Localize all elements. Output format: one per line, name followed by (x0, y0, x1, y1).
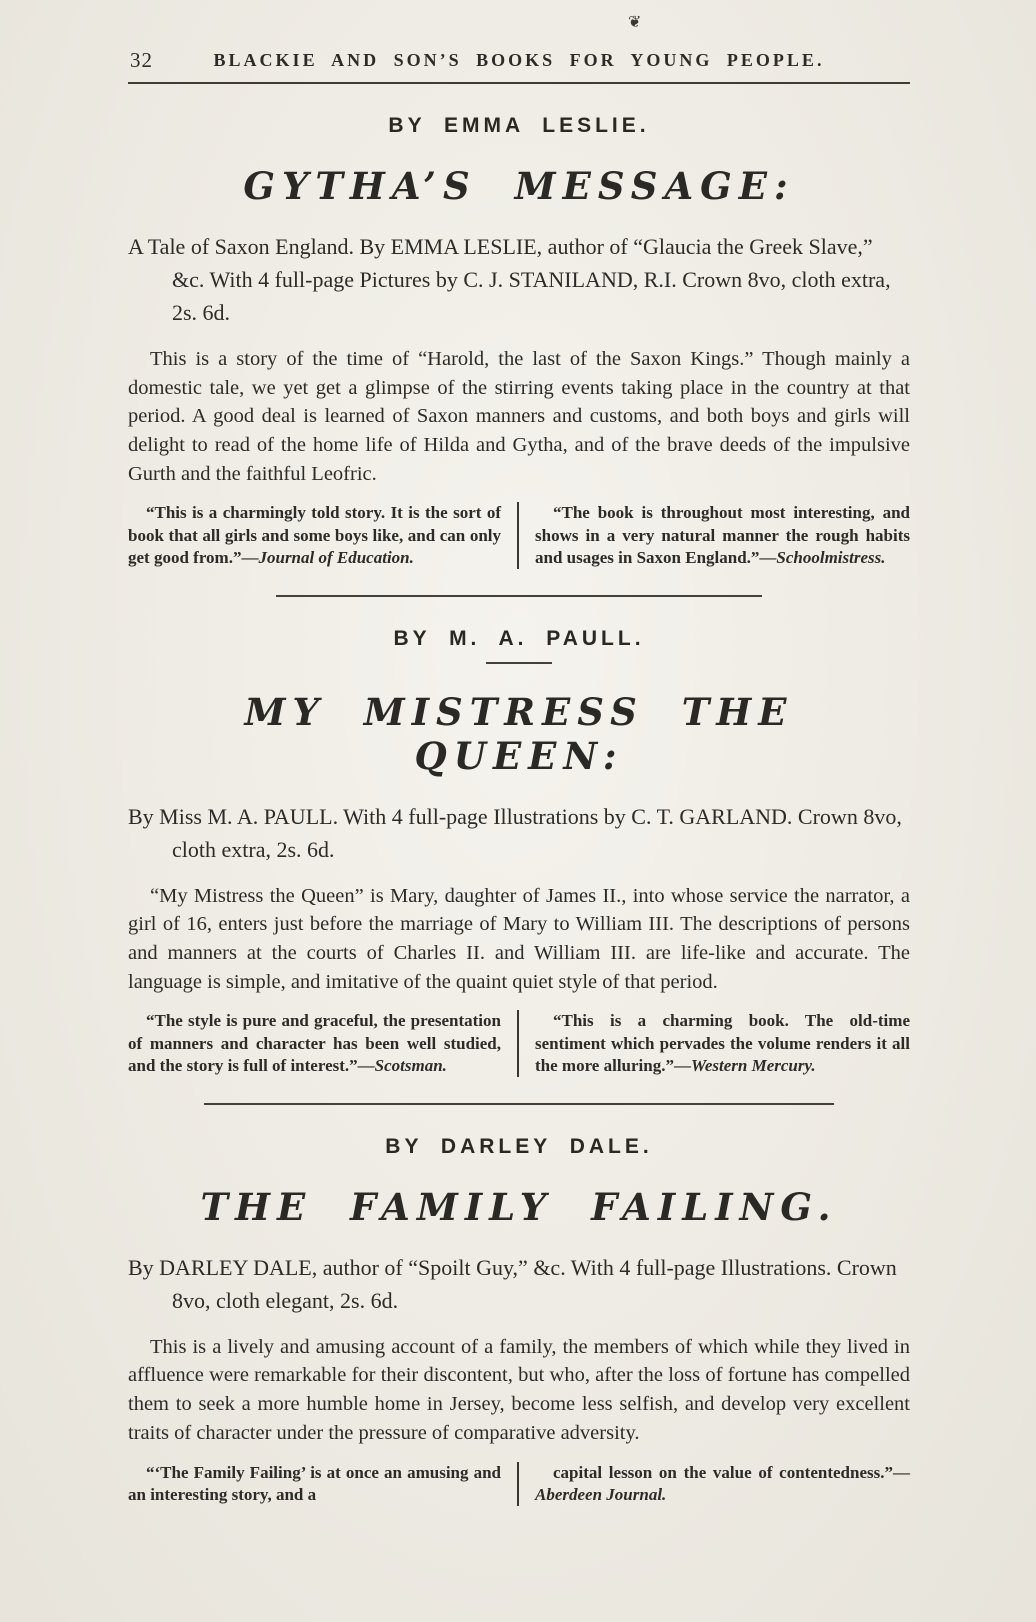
review-text: “The book is throughout most interesting, and shows in a very natural manner the rough habits and usages in Saxon England.”— (535, 503, 910, 567)
imprint-paragraph: By DARLEY DALE, author of “Spoilt Guy,” &c. With 4 full-page Illustrations. Crown 8vo, cloth elegant, 2s. 6d. (128, 1254, 897, 1313)
description-paragraph: This is a lively and amusing account of a family, the members of which while they lived in affluence were remarkable for their discontent, but who, after the loss of fortune has compelled them to seek a more humble home in Jersey, become less selfish, and develop very excellent traits of character under the pressure of comparative adversity. (128, 1335, 910, 1444)
printers-ornament-icon: ❦ (628, 14, 642, 31)
description-paragraph: This is a story of the time of “Harold, the last of the Saxon Kings.” Though mainly a domestic tale, we yet get a glimpse of the stirring events taking place in the country at that period. A good deal is learned of Saxon manners and customs, and both boys and girls will delight to read of the home life of Hilda and Gytha, and of the brave deeds of the impulsive Gurth and the faithful Leofric. (128, 348, 910, 485)
review-text: “The style is pure and graceful, the presentation of manners and character has been well studied, and the story is full of interest.”— (128, 1011, 501, 1075)
byline: BY M. A. PAULL. (393, 626, 645, 650)
review-quote (128, 502, 519, 568)
book-title: GYTHA’S MESSAGE: (243, 164, 795, 208)
header-rule (128, 82, 910, 84)
description-paragraph: “My Mistress the Queen” is Mary, daughter of James II., into whose service the narrator, a girl of 16, enters just before the marriage of Mary to William III. The descriptions of persons and manners at the courts of Charles II. and William III. are life-like and accurate. The language is simple, and imitative of the quaint quiet style of that period. (128, 884, 910, 993)
imprint-paragraph: A Tale of Saxon England. By EMMA LESLIE, author of “Glaucia the Greek Slave,” &c. With 4 full-page Pictures by C. J. STANILAND, R.I. Crown 8vo, cloth extra, 2s. 6d. (128, 234, 891, 325)
book-section-the-family-failing (128, 1103, 910, 1506)
book-section-my-mistress-the-queen (128, 595, 910, 1077)
press-reviews (128, 502, 910, 568)
section-divider-rule (276, 595, 762, 597)
review-source: Journal of Education. (258, 547, 414, 567)
byline: BY DARLEY DALE. (385, 1134, 653, 1158)
review-source: Aberdeen Journal. (535, 1484, 667, 1504)
review-source: Western Mercury. (690, 1055, 816, 1075)
review-text: “This is a charmingly told story. It is the sort of book that all girls and some boys like, and can only get good from.”— (128, 503, 501, 567)
review-quote (519, 1462, 910, 1506)
book-section-gythas-message (128, 114, 910, 569)
review-quote (519, 1010, 910, 1076)
section-divider-rule (204, 1103, 834, 1105)
review-text: capital lesson on the value of contentedness.”— (553, 1462, 910, 1482)
review-quote (128, 1010, 519, 1076)
running-head (128, 0, 910, 71)
press-reviews (128, 1010, 910, 1076)
byline: BY EMMA LESLIE. (388, 114, 650, 137)
page-number: 32 (130, 48, 153, 72)
book-title: THE FAMILY FAILING. (200, 1184, 838, 1229)
press-reviews (128, 1462, 910, 1506)
book-title: MY MISTRESS THE QUEEN: (244, 689, 794, 778)
review-source: Scotsman. (374, 1055, 447, 1075)
review-source: Schoolmistress. (776, 547, 886, 567)
review-text: “This is a charming book. The old-time sentiment which pervades the volume renders it all the more alluring.”— (535, 1011, 910, 1075)
review-quote (128, 1462, 519, 1506)
review-text: “‘The Family Failing’ is at once an amusing and an interesting story, and a (128, 1462, 501, 1504)
byline-rule (486, 662, 552, 664)
review-quote (519, 502, 910, 568)
running-head-title: BLACKIE AND SON’S BOOKS FOR YOUNG PEOPLE. (213, 50, 825, 70)
imprint-paragraph: By Miss M. A. PAULL. With 4 full-page Illustrations by C. T. GARLAND. Crown 8vo, cloth extra, 2s. 6d. (128, 803, 902, 862)
